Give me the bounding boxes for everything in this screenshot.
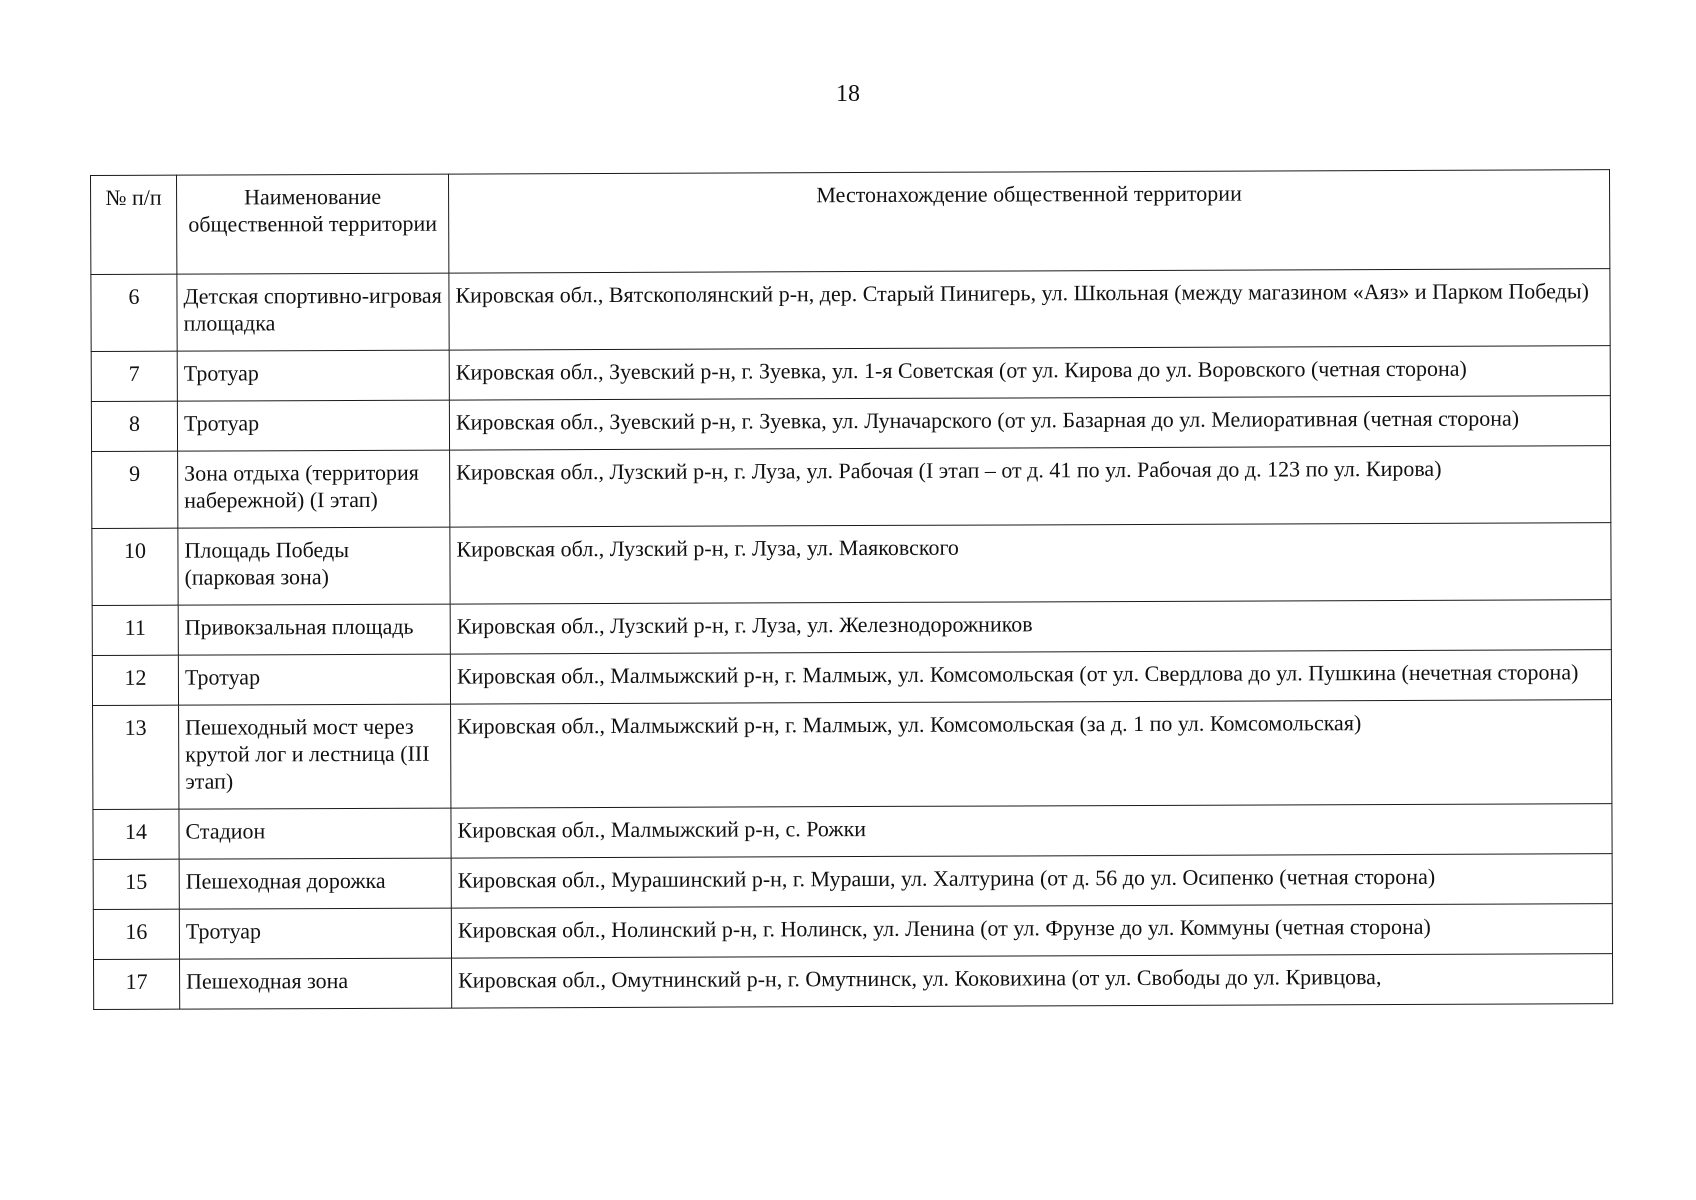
row-number: 17: [94, 959, 180, 1009]
territory-location: Кировская обл., Малмыжский р-н, г. Малмыж, ул. Комсомольская (от ул. Свердлова до ул. Пушкина (нечетная сторона): [450, 650, 1611, 704]
territory-location: Кировская обл., Омутнинский р-н, г. Омутнинск, ул. Коковихина (от ул. Свободы до ул. Кривцова,: [452, 954, 1613, 1008]
row-number: 12: [92, 655, 178, 705]
row-number: 8: [91, 401, 177, 451]
territories-table: [90, 169, 1613, 1010]
header-name: Наименование общественной территории: [177, 174, 449, 274]
territory-name: Тротуар: [177, 350, 449, 401]
row-number: 14: [93, 809, 179, 859]
row-number: 10: [92, 528, 178, 605]
territory-name: Тротуар: [178, 654, 450, 705]
territory-name: Пешеходный мост через крутой лог и лестница (III этап): [179, 704, 451, 809]
territory-name: Тротуар: [177, 400, 449, 451]
territory-name: Пешеходная дорожка: [179, 858, 451, 909]
table-row: [94, 954, 1613, 1010]
territory-location: Кировская обл., Малмыжский р-н, г. Малмыж, ул. Комсомольская (за д. 1 по ул. Комсомольская): [451, 700, 1612, 808]
row-number: 13: [93, 705, 179, 809]
territory-location: Кировская обл., Зуевский р-н, г. Зуевка, ул. 1-я Советская (от ул. Кирова до ул. Воровского (четная сторона): [449, 346, 1610, 400]
territory-name: Детская спортивно-игровая площадка: [177, 273, 449, 351]
row-number: 16: [93, 909, 179, 959]
header-location: Местонахождение общественной территории: [448, 170, 1609, 273]
row-number: 9: [92, 451, 178, 528]
header-num: № п/п: [91, 175, 177, 274]
territory-location: Кировская обл., Зуевский р-н, г. Зуевка, ул. Луначарского (от ул. Базарная до ул. Мелиоративная (четная сторона): [449, 396, 1610, 450]
table-row: [91, 269, 1610, 352]
table-row: [92, 446, 1611, 529]
territory-name: Пешеходная зона: [180, 958, 452, 1009]
territory-location: Кировская обл., Лузский р-н, г. Луза, ул. Железнодорожников: [450, 600, 1611, 654]
table-body: [91, 170, 1613, 1010]
table-row: [91, 396, 1610, 452]
row-number: 11: [92, 605, 178, 655]
table-row: [93, 904, 1612, 960]
table-row: [93, 804, 1612, 860]
row-number: 15: [93, 859, 179, 909]
territory-name: Привокзальная площадь: [178, 604, 450, 655]
page-number: 18: [836, 81, 860, 107]
territory-location: Кировская обл., Вятскополянский р-н, дер. Старый Пинигерь, ул. Школьная (между магазином «Аяз» и Парком Победы): [449, 269, 1610, 350]
table-row: [92, 650, 1611, 706]
table-row: [93, 854, 1612, 910]
territory-name: Зона отдыха (территория набережной) (I этап): [178, 450, 450, 528]
territory-location: Кировская обл., Лузский р-н, г. Луза, ул. Маяковского: [450, 523, 1611, 604]
territory-name: Площадь Победы (парковая зона): [178, 527, 450, 605]
table-row: [91, 346, 1610, 402]
territory-location: Кировская обл., Лузский р-н, г. Луза, ул. Рабочая (I этап – от д. 41 по ул. Рабочая до д. 123 по ул. Кирова): [450, 446, 1611, 527]
territory-location: Кировская обл., Мурашинский р-н, г. Мураши, ул. Халтурина (от д. 56 до ул. Осипенко (четная сторона): [451, 854, 1612, 908]
row-number: 7: [91, 351, 177, 401]
territory-name: Стадион: [179, 808, 451, 859]
table-row: [92, 523, 1611, 606]
row-number: 6: [91, 274, 177, 351]
territory-name: Тротуар: [179, 908, 451, 959]
territory-location: Кировская обл., Нолинский р-н, г. Нолинск, ул. Ленина (от ул. Фрунзе до ул. Коммуны (четная сторона): [451, 904, 1612, 958]
table-header-row: [91, 170, 1610, 275]
territory-location: Кировская обл., Малмыжский р-н, с. Рожки: [451, 804, 1612, 858]
table-row: [92, 600, 1611, 656]
table-row: [93, 700, 1612, 810]
